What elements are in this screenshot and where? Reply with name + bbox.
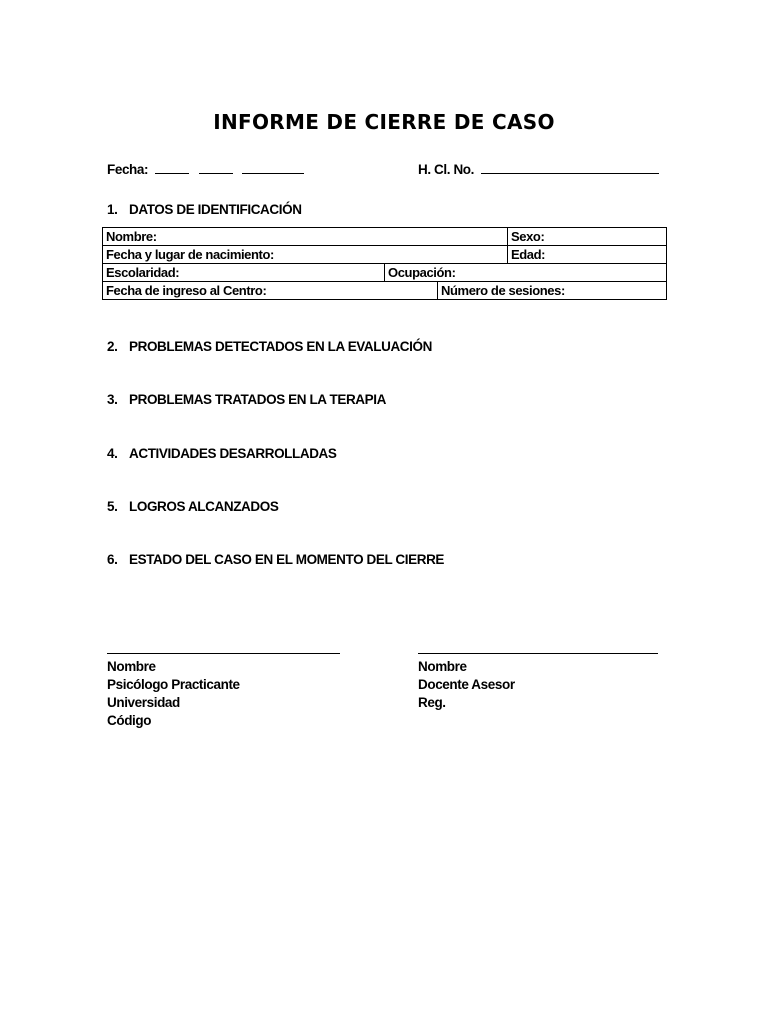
table-row bbox=[103, 282, 667, 300]
fecha-lugar-cell: Fecha y lugar de nacimiento: bbox=[103, 246, 508, 264]
hcl-label: H. Cl. No. bbox=[418, 162, 474, 177]
section-6-heading bbox=[107, 552, 444, 567]
section-5-heading bbox=[107, 499, 278, 514]
section-number: 3. bbox=[107, 392, 118, 407]
section-4-heading bbox=[107, 446, 337, 461]
signature-block-right bbox=[418, 658, 515, 712]
section-1-heading bbox=[107, 202, 302, 217]
identification-table bbox=[102, 227, 667, 300]
hcl-blank bbox=[481, 161, 659, 174]
section-title: PROBLEMAS TRATADOS EN LA TERAPIA bbox=[129, 392, 386, 407]
section-3-heading bbox=[107, 392, 386, 407]
signature-left-line: Universidad bbox=[107, 695, 180, 710]
fecha-year-blank bbox=[242, 161, 304, 174]
section-number: 1. bbox=[107, 202, 118, 217]
signature-block-left bbox=[107, 658, 240, 730]
signature-left-line: Código bbox=[107, 713, 152, 728]
document-title: INFORME DE CIERRE DE CASO bbox=[213, 110, 555, 134]
signature-line-left bbox=[107, 653, 340, 654]
fecha-label: Fecha: bbox=[107, 162, 149, 177]
sesiones-cell: Número de sesiones: bbox=[438, 282, 667, 300]
signature-left-line: Psicólogo Practicante bbox=[107, 677, 240, 692]
table-row bbox=[103, 228, 667, 246]
section-number: 4. bbox=[107, 446, 118, 461]
escolaridad-cell: Escolaridad: bbox=[103, 264, 385, 282]
fecha-month-blank bbox=[199, 161, 233, 174]
nombre-cell: Nombre: bbox=[103, 228, 508, 246]
fecha-day-blank bbox=[155, 161, 189, 174]
fecha-ingreso-cell: Fecha de ingreso al Centro: bbox=[103, 282, 438, 300]
hcl-field bbox=[418, 161, 659, 177]
edad-cell: Edad: bbox=[508, 246, 667, 264]
section-2-heading bbox=[107, 339, 432, 354]
fecha-field bbox=[107, 161, 304, 177]
signature-line-right bbox=[418, 653, 658, 654]
section-number: 5. bbox=[107, 499, 118, 514]
signature-right-line: Docente Asesor bbox=[418, 677, 515, 692]
table-row bbox=[103, 264, 667, 282]
ocupacion-cell: Ocupación: bbox=[385, 264, 667, 282]
section-title: LOGROS ALCANZADOS bbox=[129, 499, 279, 514]
table-row bbox=[103, 246, 667, 264]
sexo-cell: Sexo: bbox=[508, 228, 667, 246]
section-title: DATOS DE IDENTIFICACIÓN bbox=[129, 202, 302, 217]
section-title: ACTIVIDADES DESARROLLADAS bbox=[129, 446, 337, 461]
section-title: ESTADO DEL CASO EN EL MOMENTO DEL CIERRE bbox=[129, 552, 445, 567]
section-number: 6. bbox=[107, 552, 118, 567]
signature-right-line: Reg. bbox=[418, 695, 446, 710]
signature-right-line: Nombre bbox=[418, 659, 467, 674]
section-number: 2. bbox=[107, 339, 118, 354]
signature-left-line: Nombre bbox=[107, 659, 156, 674]
section-title: PROBLEMAS DETECTADOS EN LA EVALUACIÓN bbox=[129, 339, 432, 354]
